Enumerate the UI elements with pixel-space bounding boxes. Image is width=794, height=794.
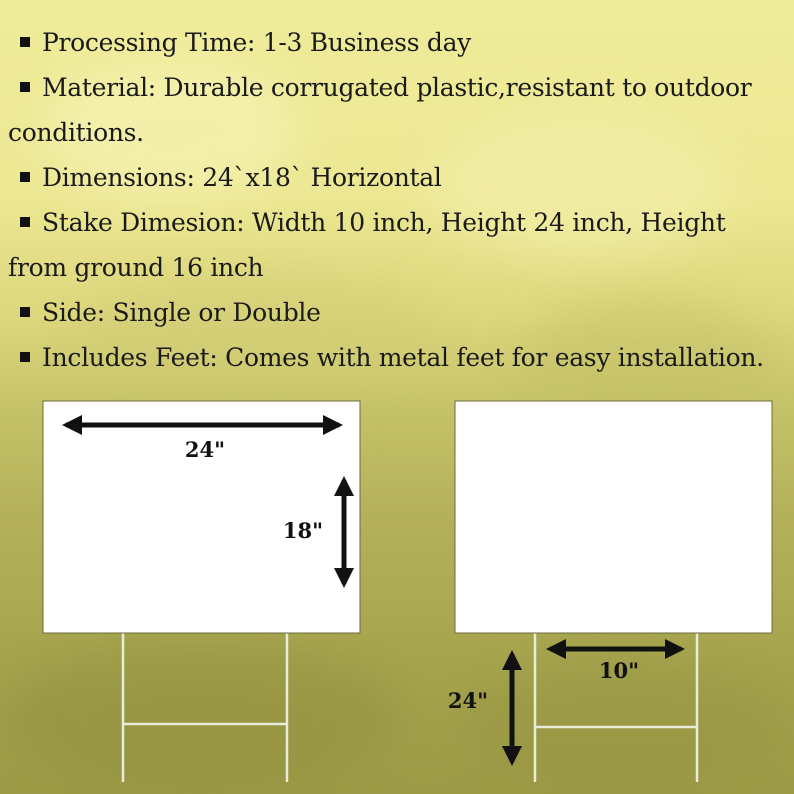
sign-height-label: 18" [282, 518, 324, 543]
sign-face [455, 401, 772, 633]
right-yard-sign [448, 401, 772, 782]
feature-text: Includes Feet: Comes with metal feet for easy installation. [42, 343, 764, 372]
sign-width-label: 24" [184, 437, 226, 462]
feature-text: Side: Single or Double [42, 298, 321, 327]
left-yard-sign [43, 401, 360, 782]
feature-text: Dimensions: 24ˋx18ˋ Horizontal [42, 163, 442, 192]
stake-width-label: 10" [598, 658, 640, 683]
stake-height-label: 24" [447, 688, 489, 713]
feature-text: Stake Dimesion: Width 10 inch, Height 24 inch, Height from ground 16 inch [8, 208, 726, 282]
sign-face [43, 401, 360, 633]
feature-text: Processing Time: 1-3 Business day [42, 28, 472, 57]
feature-text: Material: Durable corrugated plastic,resistant to outdoor conditions. [8, 73, 752, 147]
